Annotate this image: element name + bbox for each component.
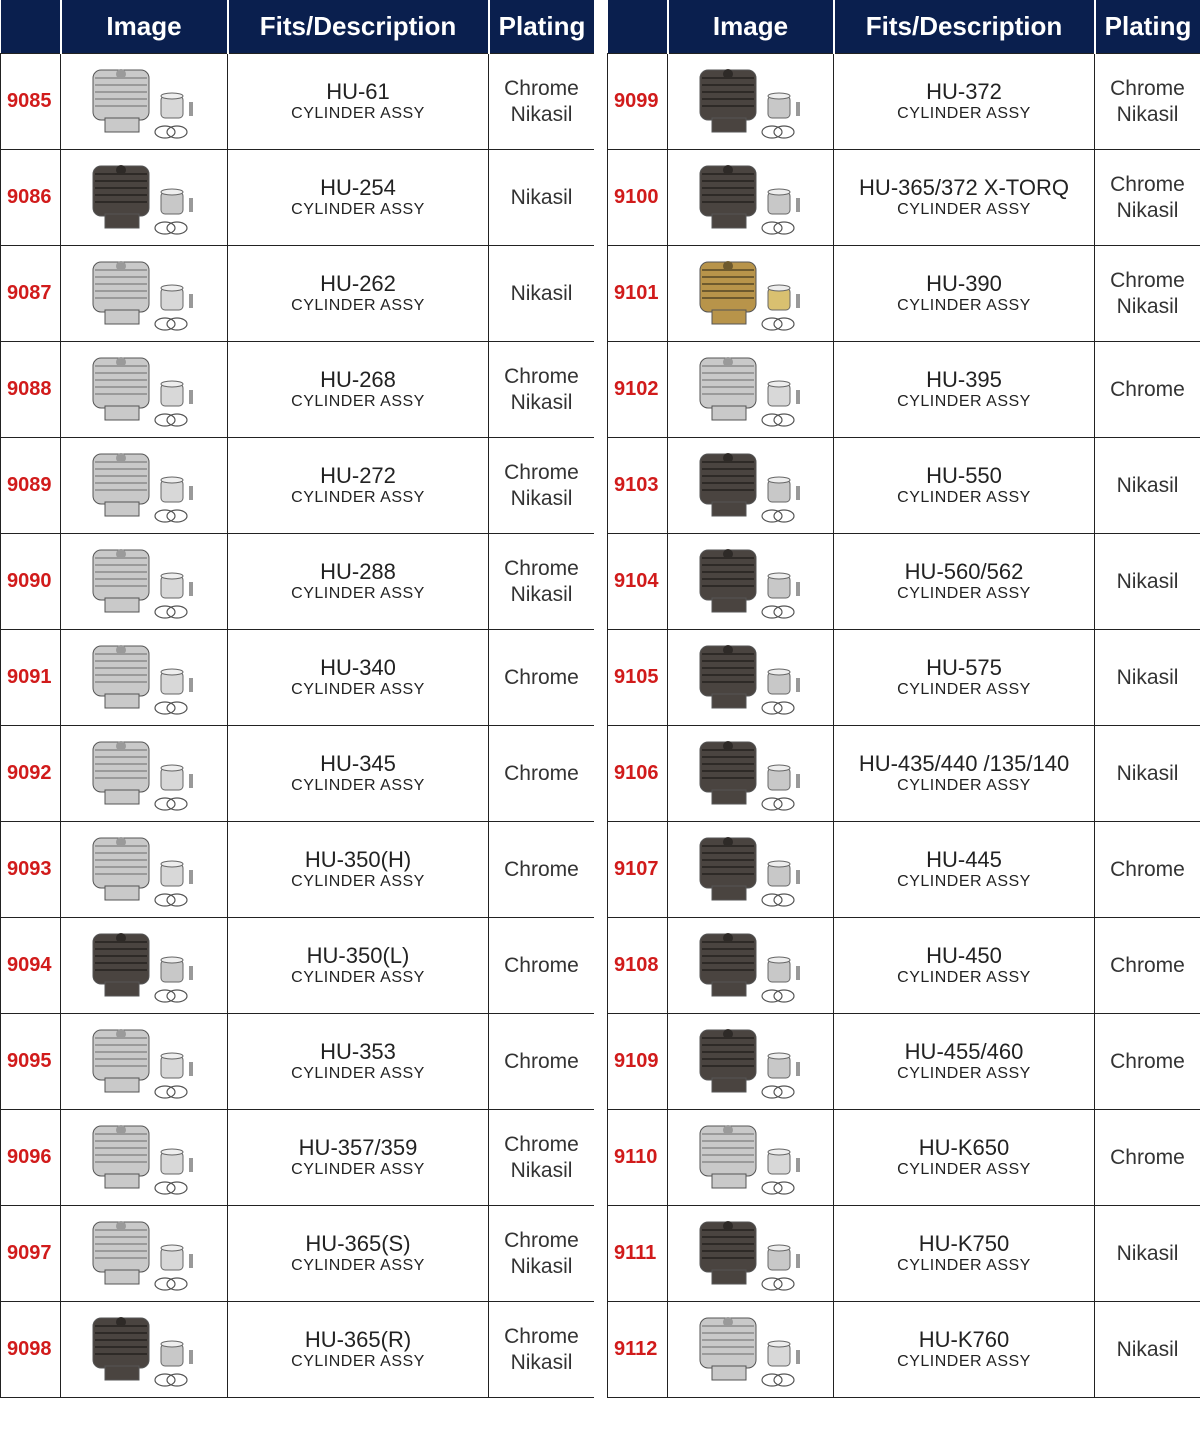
product-image xyxy=(61,1014,228,1110)
plating-cell xyxy=(1095,534,1200,630)
description-text: CYLINDER ASSY xyxy=(291,777,425,794)
plating-cell xyxy=(1095,1206,1200,1302)
product-image xyxy=(668,246,834,342)
plating-type: Nikasil xyxy=(510,1158,573,1182)
plating-cell xyxy=(1095,438,1200,534)
cylinder-kit-icon xyxy=(79,1308,209,1392)
table-row xyxy=(608,342,1200,438)
cylinder-kit-icon xyxy=(79,444,209,528)
model-name: HU-262 xyxy=(320,271,396,296)
plating-type: Chrome xyxy=(1110,857,1185,881)
plating-cell xyxy=(1095,1302,1200,1398)
part-number: 9098 xyxy=(1,1302,61,1398)
model-name: HU-550 xyxy=(926,463,1002,488)
table-row xyxy=(1,1110,595,1206)
plating-type: Chrome xyxy=(504,665,579,689)
description-text: CYLINDER ASSY xyxy=(291,1353,425,1370)
cylinder-kit-icon xyxy=(686,636,816,720)
part-number: 9112 xyxy=(608,1302,668,1398)
plating-type: Nikasil xyxy=(1116,102,1179,126)
fits-description xyxy=(228,342,489,438)
part-number: 9105 xyxy=(608,630,668,726)
part-number: 9100 xyxy=(608,150,668,246)
plating-type: Nikasil xyxy=(510,390,573,414)
plating-cell xyxy=(1095,342,1200,438)
cylinder-kit-icon xyxy=(686,60,816,144)
description-text: CYLINDER ASSY xyxy=(291,873,425,890)
product-image xyxy=(61,246,228,342)
plating-type: Chrome xyxy=(504,1132,579,1156)
description-text: CYLINDER ASSY xyxy=(897,297,1031,314)
plating-type: Chrome xyxy=(504,1049,579,1073)
part-number: 9087 xyxy=(1,246,61,342)
part-number: 9109 xyxy=(608,1014,668,1110)
model-name: HU-372 xyxy=(926,79,1002,104)
table-row xyxy=(1,630,595,726)
table-row xyxy=(608,534,1200,630)
plating-type: Chrome xyxy=(1110,76,1185,100)
cylinder-kit-icon xyxy=(79,732,209,816)
product-image xyxy=(668,1014,834,1110)
fits-description xyxy=(228,1014,489,1110)
plating-type: Nikasil xyxy=(1116,569,1179,593)
fits-description xyxy=(834,918,1095,1014)
description-text: CYLINDER ASSY xyxy=(897,1065,1031,1082)
cylinder-kit-icon xyxy=(686,1116,816,1200)
model-name: HU-K760 xyxy=(918,1327,1010,1352)
table-row xyxy=(1,54,595,150)
table-row xyxy=(1,726,595,822)
plating-cell xyxy=(1095,246,1200,342)
product-image xyxy=(61,726,228,822)
plating-cell xyxy=(1095,150,1200,246)
product-image xyxy=(668,918,834,1014)
fits-description xyxy=(228,630,489,726)
part-number: 9092 xyxy=(1,726,61,822)
table-row xyxy=(608,54,1200,150)
cylinder-kit-icon xyxy=(79,636,209,720)
fits-description xyxy=(228,1302,489,1398)
plating-type: Chrome xyxy=(504,76,579,100)
description-text: CYLINDER ASSY xyxy=(291,201,425,218)
product-image xyxy=(668,438,834,534)
plating-type: Chrome xyxy=(504,761,579,785)
table-row xyxy=(1,342,595,438)
product-image xyxy=(61,150,228,246)
table-row xyxy=(608,918,1200,1014)
cylinder-kit-icon xyxy=(79,828,209,912)
plating-type: Chrome xyxy=(504,1324,579,1348)
cylinder-kit-icon xyxy=(686,156,816,240)
table-row xyxy=(1,438,595,534)
plating-cell xyxy=(1095,54,1200,150)
plating-cell xyxy=(489,1206,595,1302)
plating-type: Nikasil xyxy=(510,1350,573,1374)
plating-cell xyxy=(489,630,595,726)
model-name: HU-K650 xyxy=(918,1135,1010,1160)
cylinder-kit-icon xyxy=(686,924,816,1008)
plating-type: Chrome xyxy=(504,1228,579,1252)
cylinder-kit-icon xyxy=(686,732,816,816)
plating-cell xyxy=(489,342,595,438)
table-row xyxy=(608,1302,1200,1398)
table-row xyxy=(608,822,1200,918)
plating-cell xyxy=(489,54,595,150)
model-name: HU-390 xyxy=(926,271,1002,296)
part-number: 9090 xyxy=(1,534,61,630)
model-name: HU-395 xyxy=(926,367,1002,392)
fits-description xyxy=(228,534,489,630)
table-row xyxy=(1,1302,595,1398)
cylinder-kit-icon xyxy=(79,60,209,144)
model-name: HU-353 xyxy=(320,1039,396,1064)
plating-cell xyxy=(1095,1110,1200,1206)
product-image xyxy=(668,630,834,726)
description-text: CYLINDER ASSY xyxy=(897,873,1031,890)
header-plating: Plating xyxy=(489,0,595,54)
plating-type: Chrome xyxy=(504,364,579,388)
model-name: HU-560/562 xyxy=(904,559,1024,584)
table-row xyxy=(608,726,1200,822)
fits-description xyxy=(834,726,1095,822)
description-text: CYLINDER ASSY xyxy=(291,1065,425,1082)
left-table-body xyxy=(1,54,595,1398)
description-text: CYLINDER ASSY xyxy=(291,969,425,986)
fits-description xyxy=(834,1014,1095,1110)
plating-cell xyxy=(489,534,595,630)
table-row xyxy=(608,630,1200,726)
product-image xyxy=(668,150,834,246)
table-row xyxy=(608,246,1200,342)
plating-cell xyxy=(1095,630,1200,726)
table-row xyxy=(608,1110,1200,1206)
description-text: CYLINDER ASSY xyxy=(897,105,1031,122)
right-parts-table xyxy=(607,0,1200,1398)
model-name: HU-288 xyxy=(320,559,396,584)
plating-cell xyxy=(489,726,595,822)
plating-type: Nikasil xyxy=(510,1254,573,1278)
table-row xyxy=(608,1206,1200,1302)
plating-cell xyxy=(1095,726,1200,822)
part-number: 9093 xyxy=(1,822,61,918)
plating-type: Chrome xyxy=(1110,268,1185,292)
description-text: CYLINDER ASSY xyxy=(291,681,425,698)
plating-cell xyxy=(489,918,595,1014)
description-text: CYLINDER ASSY xyxy=(897,681,1031,698)
model-name: HU-357/359 xyxy=(298,1135,418,1160)
description-text: CYLINDER ASSY xyxy=(291,297,425,314)
table-row xyxy=(1,534,595,630)
description-text: CYLINDER ASSY xyxy=(291,585,425,602)
plating-type: Chrome xyxy=(1110,1049,1185,1073)
fits-description xyxy=(228,726,489,822)
product-image xyxy=(61,342,228,438)
part-number: 9107 xyxy=(608,822,668,918)
cylinder-kit-icon xyxy=(686,1020,816,1104)
plating-cell xyxy=(1095,1014,1200,1110)
description-text: CYLINDER ASSY xyxy=(897,1257,1031,1274)
part-number: 9101 xyxy=(608,246,668,342)
plating-cell xyxy=(489,150,595,246)
cylinder-kit-icon xyxy=(686,540,816,624)
cylinder-kit-icon xyxy=(686,348,816,432)
header-plating: Plating xyxy=(1095,0,1200,54)
fits-description xyxy=(834,1110,1095,1206)
description-text: CYLINDER ASSY xyxy=(897,777,1031,794)
plating-type: Nikasil xyxy=(510,486,573,510)
model-name: HU-61 xyxy=(326,79,390,104)
plating-cell xyxy=(489,1110,595,1206)
model-name: HU-365(R) xyxy=(304,1327,412,1352)
plating-type: Nikasil xyxy=(1116,665,1179,689)
model-name: HU-350(L) xyxy=(306,943,410,968)
plating-type: Nikasil xyxy=(1116,294,1179,318)
description-text: CYLINDER ASSY xyxy=(897,585,1031,602)
product-image xyxy=(61,1302,228,1398)
plating-type: Nikasil xyxy=(1116,761,1179,785)
description-text: CYLINDER ASSY xyxy=(897,201,1031,218)
product-image xyxy=(668,534,834,630)
product-image xyxy=(668,822,834,918)
product-image xyxy=(668,54,834,150)
product-image xyxy=(668,1206,834,1302)
part-number: 9088 xyxy=(1,342,61,438)
product-image xyxy=(668,1110,834,1206)
part-number: 9091 xyxy=(1,630,61,726)
table-row xyxy=(1,1014,595,1110)
header-fits-description: Fits/Description xyxy=(834,0,1095,54)
part-number: 9099 xyxy=(608,54,668,150)
plating-cell xyxy=(489,246,595,342)
product-image xyxy=(61,630,228,726)
description-text: CYLINDER ASSY xyxy=(897,393,1031,410)
model-name: HU-445 xyxy=(926,847,1002,872)
fits-description xyxy=(834,54,1095,150)
product-image xyxy=(61,1206,228,1302)
model-name: HU-254 xyxy=(320,175,396,200)
model-name: HU-345 xyxy=(320,751,396,776)
fits-description xyxy=(228,822,489,918)
table-row xyxy=(1,822,595,918)
cylinder-kit-icon xyxy=(79,252,209,336)
table-row xyxy=(1,150,595,246)
product-image xyxy=(668,342,834,438)
plating-cell xyxy=(1095,822,1200,918)
part-number: 9103 xyxy=(608,438,668,534)
product-image xyxy=(61,918,228,1014)
fits-description xyxy=(834,1302,1095,1398)
cylinder-kit-icon xyxy=(79,1020,209,1104)
plating-type: Chrome xyxy=(504,460,579,484)
header-fits-description: Fits/Description xyxy=(228,0,489,54)
right-table-body xyxy=(608,54,1200,1398)
cylinder-kit-icon xyxy=(686,252,816,336)
fits-description xyxy=(834,342,1095,438)
product-image xyxy=(61,822,228,918)
plating-type: Nikasil xyxy=(1116,473,1179,497)
plating-type: Chrome xyxy=(1110,1145,1185,1169)
model-name: HU-268 xyxy=(320,367,396,392)
fits-description xyxy=(834,534,1095,630)
part-number: 9104 xyxy=(608,534,668,630)
model-name: HU-272 xyxy=(320,463,396,488)
plating-type: Chrome xyxy=(1110,377,1185,401)
plating-type: Nikasil xyxy=(510,281,573,305)
header-code-blank xyxy=(1,0,61,54)
plating-cell xyxy=(489,822,595,918)
plating-type: Chrome xyxy=(504,857,579,881)
part-number: 9089 xyxy=(1,438,61,534)
description-text: CYLINDER ASSY xyxy=(897,1353,1031,1370)
header-code-blank xyxy=(608,0,668,54)
plating-cell xyxy=(1095,918,1200,1014)
product-image xyxy=(668,726,834,822)
cylinder-kit-icon xyxy=(79,156,209,240)
description-text: CYLINDER ASSY xyxy=(897,1161,1031,1178)
part-number: 9102 xyxy=(608,342,668,438)
model-name: HU-K750 xyxy=(918,1231,1010,1256)
part-number: 9095 xyxy=(1,1014,61,1110)
plating-type: Chrome xyxy=(1110,172,1185,196)
cylinder-kit-icon xyxy=(79,924,209,1008)
table-row xyxy=(1,1206,595,1302)
table-row xyxy=(1,918,595,1014)
description-text: CYLINDER ASSY xyxy=(291,1257,425,1274)
fits-description xyxy=(834,822,1095,918)
model-name: HU-435/440 /135/140 xyxy=(858,751,1070,776)
plating-type: Nikasil xyxy=(510,185,573,209)
panel-gap xyxy=(594,0,607,1432)
plating-type: Chrome xyxy=(504,556,579,580)
fits-description xyxy=(834,1206,1095,1302)
header-image: Image xyxy=(61,0,228,54)
fits-description xyxy=(834,246,1095,342)
part-number: 9085 xyxy=(1,54,61,150)
table-row xyxy=(608,1014,1200,1110)
product-image xyxy=(61,438,228,534)
cylinder-kit-icon xyxy=(686,444,816,528)
table-row xyxy=(608,150,1200,246)
model-name: HU-450 xyxy=(926,943,1002,968)
model-name: HU-350(H) xyxy=(304,847,412,872)
description-text: CYLINDER ASSY xyxy=(897,489,1031,506)
cylinder-kit-icon xyxy=(686,1212,816,1296)
fits-description xyxy=(834,630,1095,726)
part-number: 9106 xyxy=(608,726,668,822)
table-header-row xyxy=(1,0,595,54)
model-name: HU-455/460 xyxy=(904,1039,1024,1064)
model-name: HU-365/372 X-TORQ xyxy=(859,175,1069,200)
cylinder-kit-icon xyxy=(686,1308,816,1392)
description-text: CYLINDER ASSY xyxy=(291,105,425,122)
fits-description xyxy=(228,246,489,342)
plating-cell xyxy=(489,1302,595,1398)
table-row xyxy=(1,246,595,342)
part-number: 9110 xyxy=(608,1110,668,1206)
left-parts-table xyxy=(0,0,595,1398)
fits-description xyxy=(228,918,489,1014)
part-number: 9097 xyxy=(1,1206,61,1302)
fits-description xyxy=(228,1110,489,1206)
description-text: CYLINDER ASSY xyxy=(291,489,425,506)
plating-type: Nikasil xyxy=(510,102,573,126)
plating-type: Chrome xyxy=(504,953,579,977)
part-number: 9086 xyxy=(1,150,61,246)
description-text: CYLINDER ASSY xyxy=(291,1161,425,1178)
product-image xyxy=(61,1110,228,1206)
cylinder-kit-icon xyxy=(79,1212,209,1296)
table-row xyxy=(608,438,1200,534)
plating-cell xyxy=(489,438,595,534)
plating-type: Chrome xyxy=(1110,953,1185,977)
cylinder-kit-icon xyxy=(79,1116,209,1200)
product-image xyxy=(61,534,228,630)
plating-type: Nikasil xyxy=(1116,198,1179,222)
header-image: Image xyxy=(668,0,834,54)
part-number: 9094 xyxy=(1,918,61,1014)
fits-description xyxy=(228,150,489,246)
plating-type: Nikasil xyxy=(1116,1241,1179,1265)
model-name: HU-575 xyxy=(926,655,1002,680)
plating-cell xyxy=(489,1014,595,1110)
part-number: 9096 xyxy=(1,1110,61,1206)
fits-description xyxy=(228,1206,489,1302)
model-name: HU-365(S) xyxy=(305,1231,411,1256)
fits-description xyxy=(228,54,489,150)
plating-type: Nikasil xyxy=(510,582,573,606)
product-image xyxy=(668,1302,834,1398)
plating-type: Nikasil xyxy=(1116,1337,1179,1361)
fits-description xyxy=(228,438,489,534)
table-header-row xyxy=(608,0,1200,54)
fits-description xyxy=(834,150,1095,246)
part-number: 9108 xyxy=(608,918,668,1014)
description-text: CYLINDER ASSY xyxy=(291,393,425,410)
product-image xyxy=(61,54,228,150)
cylinder-kit-icon xyxy=(79,348,209,432)
cylinder-kit-icon xyxy=(79,540,209,624)
fits-description xyxy=(834,438,1095,534)
description-text: CYLINDER ASSY xyxy=(897,969,1031,986)
part-number: 9111 xyxy=(608,1206,668,1302)
model-name: HU-340 xyxy=(320,655,396,680)
cylinder-kit-icon xyxy=(686,828,816,912)
